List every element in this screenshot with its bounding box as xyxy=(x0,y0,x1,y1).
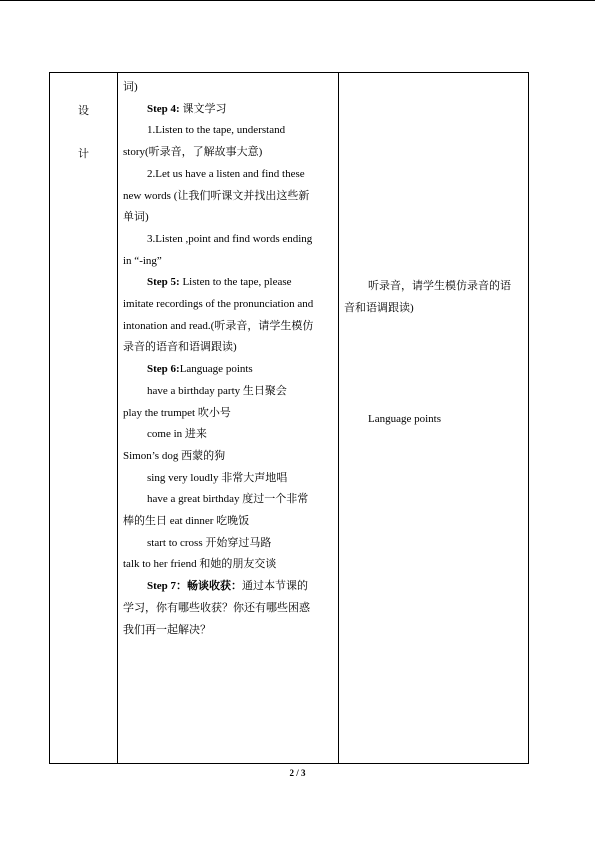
teaching-steps-column xyxy=(123,77,335,641)
activity-text: Language points xyxy=(368,413,442,425)
column-divider xyxy=(117,72,118,764)
step-text: 课文学习 xyxy=(179,102,227,115)
step-line: have a birthday party 生日聚会 xyxy=(147,384,287,397)
step-text: 通过本节课的 xyxy=(242,580,309,593)
step-line xyxy=(123,272,335,294)
activity-text: 听录音，请学生模仿录音的语 xyxy=(368,280,511,292)
step-line: talk to her friend 和她的朋友交谈 xyxy=(123,558,277,571)
row-label-char: 计 xyxy=(78,148,89,160)
step-line: 我们再一起解决？ xyxy=(123,623,211,636)
step-line: have a great birthday 度过一个非常 xyxy=(147,493,309,506)
step-line: 3.Listen ,point and find words ending xyxy=(147,232,313,245)
page-number: 2 / 3 xyxy=(289,768,306,778)
step-line: start to cross 开始穿过马路 xyxy=(147,536,272,549)
row-label-char: 设 xyxy=(78,105,89,117)
step-text: Language points xyxy=(179,363,253,376)
step-heading: Step 7：畅谈收获： xyxy=(147,580,243,593)
step-line: 词) xyxy=(123,81,138,93)
step-line: new words (让我们听课文并找出这些新 xyxy=(123,189,310,202)
step-line: 2.Let us have a listen and find these xyxy=(147,167,305,180)
step-line: 录音的语音和语调跟读) xyxy=(123,341,237,354)
step-line: intonation and read.(听录音，请学生模仿 xyxy=(123,319,314,332)
step-line xyxy=(123,99,335,121)
step-text: Listen to the tape, please xyxy=(179,276,292,289)
step-heading: Step 5: xyxy=(147,276,180,289)
step-line: sing very loudly 非常大声地唱 xyxy=(147,471,288,484)
step-line: 单词) xyxy=(123,211,149,224)
step-line xyxy=(123,359,335,381)
step-line: story(听录音，了解故事大意) xyxy=(123,146,263,159)
student-activity-column xyxy=(344,408,526,430)
page-top-rule xyxy=(0,0,595,1)
step-line: Simon’s dog 西蒙的狗 xyxy=(123,449,226,462)
step-heading: Step 6: xyxy=(147,363,180,376)
step-line: in “-ing” xyxy=(123,254,162,267)
step-heading: Step 4: xyxy=(147,102,180,115)
column-divider xyxy=(338,72,339,764)
activity-text: 音和语调跟读) xyxy=(344,302,414,314)
student-activity-column xyxy=(344,275,526,319)
step-line: 学习，你有哪些收获？你还有哪些困惑 xyxy=(123,601,310,614)
step-line: 棒的生日 eat dinner 吃晚饭 xyxy=(123,515,250,528)
step-line: imitate recordings of the pronunciation and xyxy=(123,298,314,311)
step-line: 1.Listen to the tape, understand xyxy=(147,124,286,137)
step-line: play the trumpet 吹小号 xyxy=(123,406,231,419)
step-line xyxy=(123,576,335,598)
step-line: come in 进来 xyxy=(147,428,207,441)
